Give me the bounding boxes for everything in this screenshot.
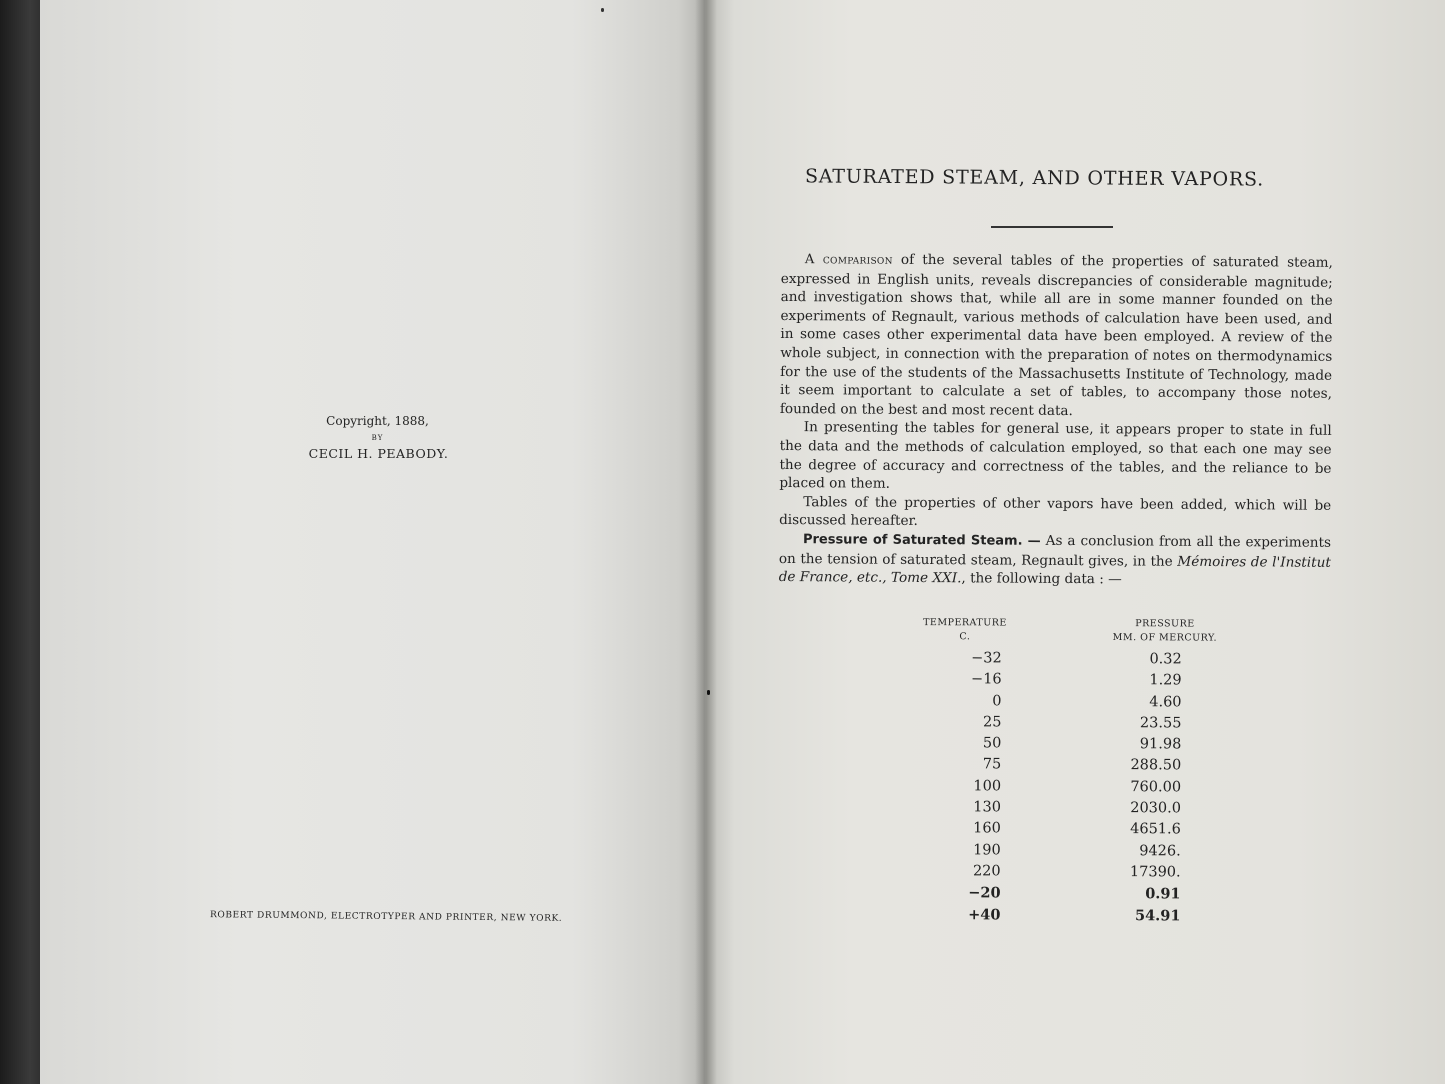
pressure-cell: 760.00	[1130, 778, 1182, 796]
paragraph-3: Tables of the properties of other vapors have been added, which will be discussed hereafter.	[779, 493, 1332, 530]
copyright-by: BY	[371, 434, 384, 442]
temperature-cell: +40	[968, 905, 1001, 924]
table-row	[909, 778, 1239, 801]
table-header	[910, 616, 1240, 652]
printer-imprint: ROBERT DRUMMOND, ELECTROTYPER AND PRINTER, NEW YORK.	[209, 910, 563, 924]
header-temperature	[910, 616, 1020, 645]
temperature-cell: 75	[982, 756, 1002, 773]
pressure-cell: 2030.0	[1130, 800, 1182, 817]
table-row	[908, 906, 1238, 929]
temperature-cell: 100	[973, 778, 1002, 795]
copyright-author: CECIL H. PEABODY.	[308, 446, 449, 461]
pressure-cell: 4651.6	[1130, 821, 1181, 838]
pressure-cell: 288.50	[1130, 757, 1182, 774]
table-row	[908, 884, 1238, 907]
title-rule	[991, 226, 1113, 228]
chapter-title: SATURATED STEAM, AND OTHER VAPORS.	[804, 165, 1265, 191]
temperature-cell: −16	[971, 671, 1002, 688]
temperature-cell: 190	[973, 842, 1001, 859]
header-pressure-line1: PRESSURE	[1135, 618, 1195, 630]
temperature-cell: −20	[968, 884, 1001, 902]
temperature-cell: 25	[982, 714, 1002, 731]
table-row	[909, 842, 1239, 865]
pressure-cell: 9426.	[1139, 842, 1181, 860]
paragraph-4-heading: Pressure of Saturated Steam. —	[802, 532, 1041, 549]
pressure-cell: 4.60	[1149, 693, 1182, 711]
temperature-cell: −32	[971, 650, 1002, 667]
book-gutter	[695, 0, 717, 1084]
paragraph-1-rest: of the several tables of the properties of saturated steam, expressed in English units, reveals discrepancies of considerable magnitude; and investigation shows that, while all are in some manner founded on the experiments of Regnault, various methods of calculation have been used, and in some cases other experimental data have been employed. A review of the whole subject, in connection with the preparation of notes on thermodynamics for the use of the students of the Massachusetts Institute of Technology, made it seem important to calculate a set of tables, to accompany those notes, founded on the best and most recent data.	[779, 251, 1333, 419]
pressure-cell: 0.32	[1149, 651, 1182, 668]
paragraph-2: In presenting the tables for general use, it appears proper to state in full the data and the methods of calculation employed, so that each one may see the degree of accuracy and correctness of the tables, and the reliance to be placed on them.	[779, 419, 1332, 492]
paragraph-4-italic: Mémoires de l'Institut de France, etc., Tome XXI.	[778, 553, 1331, 587]
pressure-cell: 1.29	[1149, 672, 1182, 689]
table-row	[910, 650, 1240, 673]
table-row	[910, 671, 1240, 694]
header-pressure	[1098, 617, 1232, 646]
pressure-cell: 54.91	[1134, 906, 1181, 924]
copyright-line: Copyright, 1888,	[326, 414, 429, 428]
header-temperature-line1: TEMPERATURE	[923, 617, 1007, 629]
ink-spot	[707, 690, 710, 695]
table-row	[909, 714, 1239, 737]
table-row	[909, 863, 1239, 886]
table-row	[909, 693, 1239, 716]
temperature-cell: 160	[973, 820, 1001, 837]
paragraph-1	[780, 250, 1333, 422]
table-row	[909, 799, 1239, 822]
left-page	[40, 0, 705, 1084]
copyright-block	[40, 414, 705, 461]
paragraph-4-rest-b: , the following data : —	[961, 570, 1122, 588]
body-text	[779, 250, 1333, 591]
paragraph-4	[779, 530, 1331, 591]
temperature-cell: 50	[982, 735, 1002, 752]
header-pressure-line2: MM. OF MERCURY.	[1112, 632, 1218, 644]
right-page	[705, 0, 1445, 1084]
table-row	[909, 756, 1239, 779]
ink-spot	[601, 8, 604, 12]
table-row	[909, 735, 1239, 758]
pressure-cell: 23.55	[1139, 715, 1182, 732]
table-row	[909, 820, 1239, 843]
pressure-table	[908, 616, 1240, 929]
temperature-cell: 220	[972, 863, 1001, 880]
pressure-cell: 91.98	[1139, 736, 1182, 753]
pressure-cell: 17390.	[1129, 864, 1181, 881]
header-temperature-line2: C.	[959, 631, 971, 643]
pressure-cell: 0.91	[1145, 885, 1181, 903]
paragraph-1-lead: A comparison	[804, 252, 893, 268]
paragraph-4-rest-a: As a conclusion from all the experiments on the tension of saturated steam, Regnault gives, in the	[778, 532, 1332, 570]
temperature-cell: 130	[973, 799, 1002, 816]
temperature-cell: 0	[992, 693, 1002, 710]
